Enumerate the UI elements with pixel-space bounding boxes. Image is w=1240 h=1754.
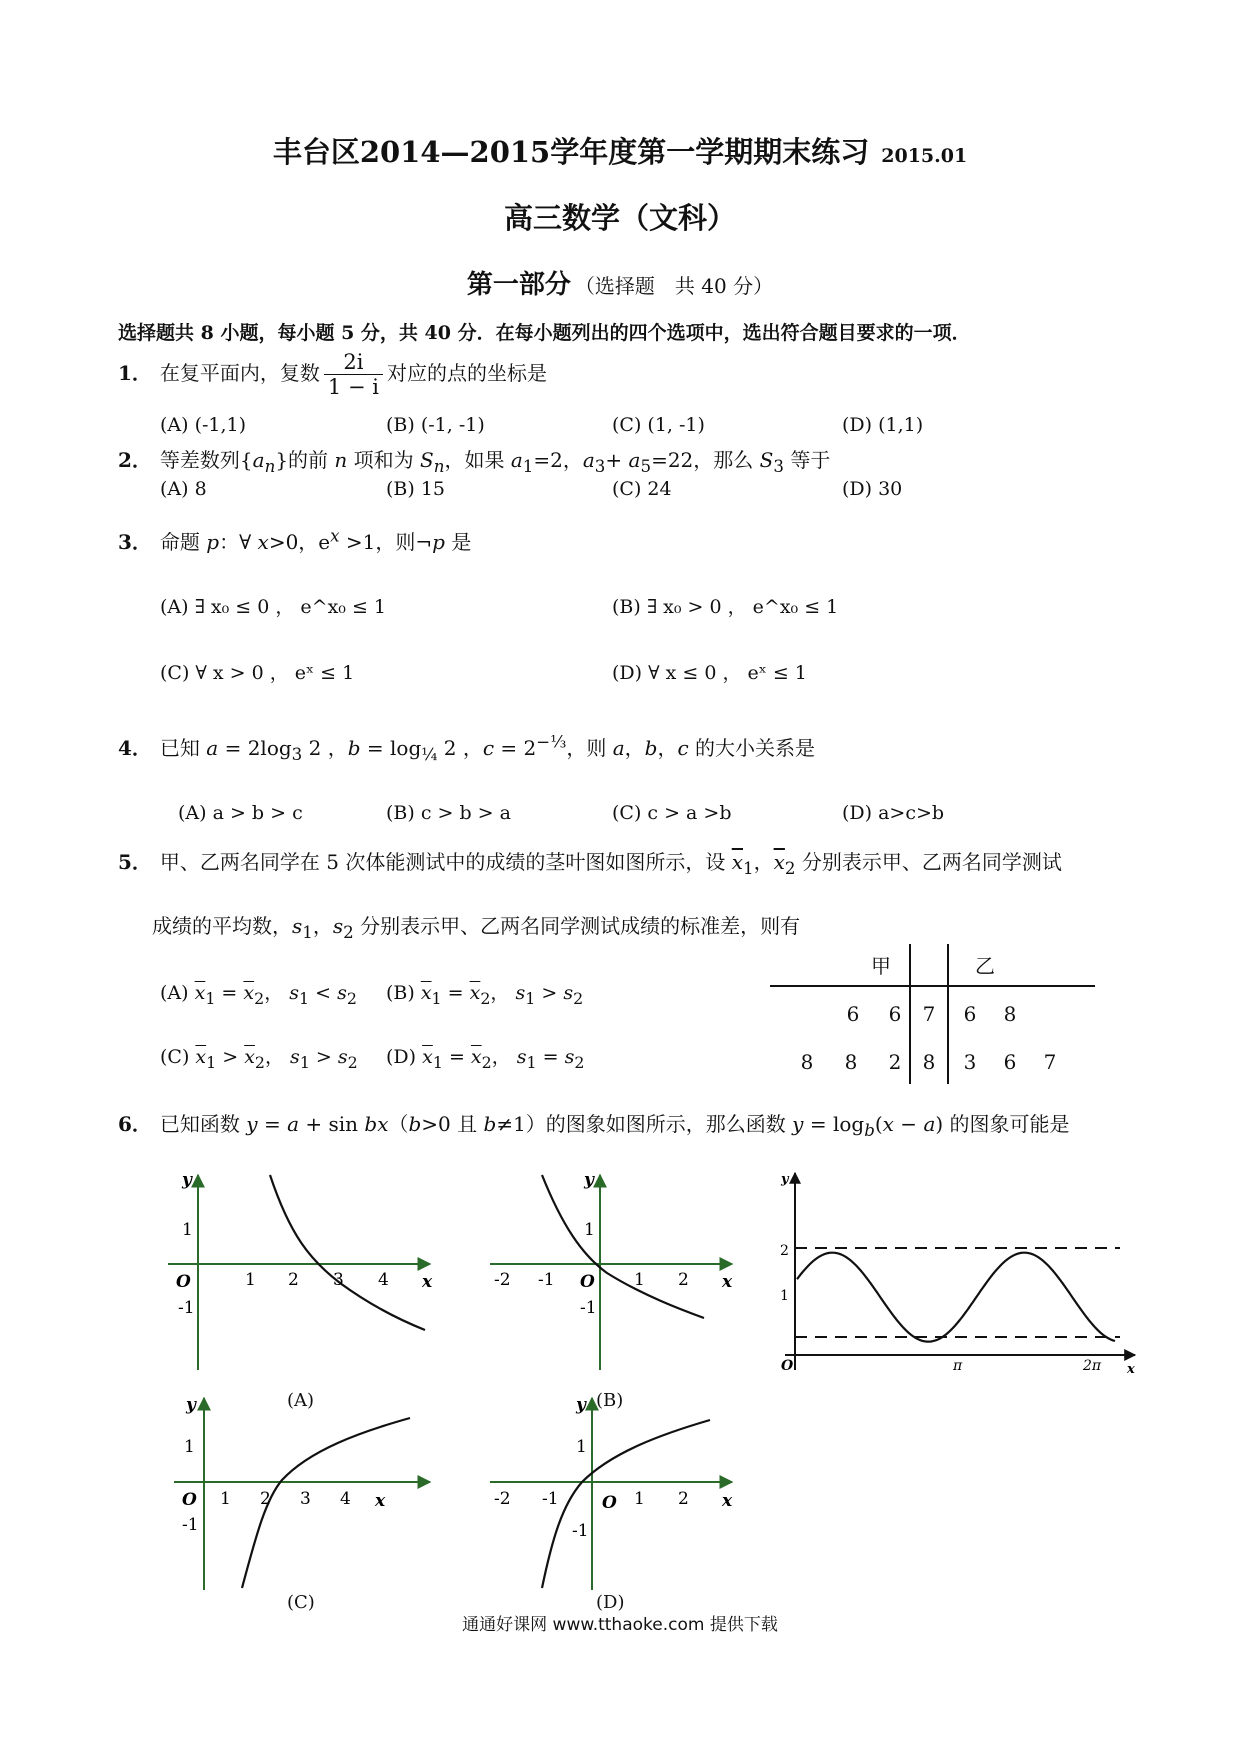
leaf-left: 8 bbox=[800, 1050, 814, 1074]
q5-option-c[interactable]: (C) $\overline{x}_1 > \overline{x}_2$， $s_1 > s_2$ bbox=[160, 1046, 358, 1072]
q1-frac-num: 2i bbox=[324, 350, 383, 375]
question-number: 3． bbox=[118, 530, 152, 554]
instructions: 选择题共 8 小题，每小题 5 分，共 40 分．在每小题列出的四个选项中，选出符合题目要求的一项． bbox=[118, 322, 971, 344]
graph-a bbox=[160, 1165, 450, 1380]
svg-text:O: O bbox=[781, 1358, 794, 1374]
footer-text: 通通好课网 www.tthaoke.com 提供下载 bbox=[462, 1615, 778, 1635]
graph-a-label[interactable]: (A) bbox=[287, 1390, 315, 1411]
graph-d bbox=[482, 1390, 742, 1600]
q1-option-d[interactable]: (D) (1,1) bbox=[842, 414, 924, 436]
leaf-left: 6 bbox=[888, 1002, 902, 1026]
question-4: 4． 已知 $a = 2\log_3$ 2 ，$b = \log_{\frac{1}{4}} 2$ ，$c = 2^{-\frac{1}{3}}$，则 a，b，c 的大小关系是 bbox=[118, 732, 816, 764]
page-title bbox=[0, 130, 1240, 171]
leaf-left: 6 bbox=[846, 1002, 860, 1026]
q2-option-d[interactable]: (D) 30 bbox=[842, 478, 903, 500]
q1-option-b[interactable]: (B) (-1, -1) bbox=[386, 414, 485, 436]
q1-prefix: 在复平面内，复数 bbox=[159, 361, 320, 385]
leaf-right: 3 bbox=[963, 1050, 977, 1074]
svg-text:-1: -1 bbox=[538, 1270, 555, 1290]
sine-curve bbox=[797, 1253, 1115, 1342]
svg-text:1: 1 bbox=[780, 1288, 789, 1304]
svg-text:O: O bbox=[602, 1493, 617, 1513]
svg-text:1: 1 bbox=[576, 1437, 587, 1457]
svg-text:4: 4 bbox=[378, 1270, 389, 1290]
leaf-left: 8 bbox=[844, 1050, 858, 1074]
question-5: 5． 甲、乙两名同学在 5 次体能测试中的成绩的茎叶图如图所示，设 $\overline{x}_1$，$\overline{x}_2$ 分别表示甲、乙两名同学测试 bbox=[118, 850, 1062, 878]
svg-text:y: y bbox=[781, 1172, 789, 1187]
title-text: 丰台区2014—2015学年度第一学期期末练习 bbox=[272, 135, 870, 169]
svg-text:x: x bbox=[422, 1272, 433, 1292]
svg-text:2: 2 bbox=[678, 1270, 689, 1290]
svg-text:-1: -1 bbox=[182, 1515, 199, 1535]
svg-text:2: 2 bbox=[678, 1489, 689, 1509]
leaf-right: 7 bbox=[1043, 1050, 1057, 1074]
q1-suffix: 对应的点的坐标是 bbox=[386, 361, 547, 385]
leaf-right: 6 bbox=[963, 1002, 977, 1026]
leaf-left: 2 bbox=[888, 1050, 902, 1074]
q5-option-b[interactable]: (B) $\overline{x}_1 = \overline{x}_2$， $s_1 > s_2$ bbox=[386, 982, 584, 1008]
sine-graph bbox=[775, 1165, 1155, 1380]
q2-option-b[interactable]: (B) 15 bbox=[386, 478, 446, 500]
q5-option-d[interactable]: (D) $\overline{x}_1 = \overline{x}_2$， $s_1 = s_2$ bbox=[386, 1046, 585, 1072]
q4-option-d[interactable]: (D) a>c>b bbox=[842, 802, 945, 824]
graph-d-label[interactable]: (D) bbox=[596, 1592, 625, 1613]
stem-value: 8 bbox=[922, 1050, 936, 1074]
q4-option-c[interactable]: (C) c > a >b bbox=[612, 802, 732, 824]
question-3: 3． 命题 p：∀ x>0，$e^x >1$，则¬p 是 bbox=[118, 526, 472, 554]
svg-text:x: x bbox=[1127, 1362, 1135, 1377]
stem-header-right: 乙 bbox=[975, 954, 995, 978]
svg-text:y: y bbox=[576, 1395, 586, 1415]
graph-b-label[interactable]: (B) bbox=[596, 1390, 624, 1411]
question-6: 6． 已知函数 y = a + sin bx（b>0 且 b≠1）的图象如图所示，那么函数 $y = \log_b(x - a)$ 的图象可能是 bbox=[118, 1112, 1070, 1140]
q2-option-c[interactable]: (C) 24 bbox=[612, 478, 672, 500]
svg-text:π: π bbox=[953, 1358, 963, 1374]
stem-value: 7 bbox=[922, 1002, 936, 1026]
question-number: 2． bbox=[118, 448, 152, 472]
page-subtitle: 高三数学（文科） bbox=[503, 201, 736, 235]
q5-line2b: 分别表示甲、乙两名同学测试成绩的标准差，则有 bbox=[360, 914, 801, 938]
svg-text:2: 2 bbox=[260, 1489, 271, 1509]
svg-text:1: 1 bbox=[634, 1270, 645, 1290]
section-heading bbox=[0, 264, 1240, 301]
svg-text:-2: -2 bbox=[494, 1270, 511, 1290]
svg-text:-1: -1 bbox=[580, 1298, 597, 1318]
title-date: 2015.01 bbox=[881, 145, 968, 167]
q1-option-c[interactable]: (C) (1, -1) bbox=[612, 414, 705, 436]
section-title: 第一部分 bbox=[466, 270, 571, 300]
q5-line1b: 分别表示甲、乙两名同学测试 bbox=[801, 850, 1062, 874]
svg-text:3: 3 bbox=[300, 1489, 311, 1509]
svg-text:1: 1 bbox=[184, 1437, 195, 1457]
svg-text:2: 2 bbox=[288, 1270, 299, 1290]
leaf-right: 8 bbox=[1003, 1002, 1017, 1026]
q5-line2: 成绩的平均数， bbox=[152, 914, 292, 938]
svg-text:1: 1 bbox=[220, 1489, 231, 1509]
q3-option-d[interactable]: (D) ∀ x ≤ 0 ， eˣ ≤ 1 bbox=[612, 662, 807, 684]
svg-text:x: x bbox=[375, 1491, 386, 1511]
svg-text:1: 1 bbox=[245, 1270, 256, 1290]
svg-text:y: y bbox=[186, 1395, 196, 1415]
q3-option-a[interactable]: (A) ∃ x₀ ≤ 0 ， e^x₀ ≤ 1 bbox=[160, 596, 387, 618]
graph-c-label[interactable]: (C) bbox=[287, 1592, 315, 1613]
svg-text:-1: -1 bbox=[542, 1489, 559, 1509]
svg-text:O: O bbox=[176, 1272, 191, 1292]
svg-text:4: 4 bbox=[340, 1489, 351, 1509]
svg-text:O: O bbox=[182, 1490, 197, 1510]
q5-line2-wrap: 成绩的平均数，$s_1$，$s_2$ 分别表示甲、乙两名同学测试成绩的标准差，则有 bbox=[152, 914, 801, 942]
svg-text:2π: 2π bbox=[1083, 1358, 1102, 1374]
q3-option-b[interactable]: (B) ∃ x₀ > 0 ， e^x₀ ≤ 1 bbox=[612, 596, 839, 618]
svg-text:-1: -1 bbox=[572, 1521, 589, 1541]
question-number: 1． bbox=[118, 361, 152, 385]
question-2: 2． 等差数列$\{a_n\}$的前 n 项和为 $S_n$，如果 $a_1=2$，$a_3+ a_5=22$，那么 $S_3$ 等于 bbox=[118, 448, 831, 476]
svg-text:x: x bbox=[722, 1272, 733, 1292]
q1-option-a[interactable]: (A) (-1,1) bbox=[160, 414, 247, 436]
q5-line1: 甲、乙两名同学在 5 次体能测试中的成绩的茎叶图如图所示，设 bbox=[159, 850, 726, 874]
q3-option-c[interactable]: (C) ∀ x > 0 ， eˣ ≤ 1 bbox=[160, 662, 355, 684]
svg-text:y: y bbox=[182, 1170, 192, 1190]
q1-fraction bbox=[324, 350, 383, 399]
svg-text:-2: -2 bbox=[494, 1489, 511, 1509]
q2-option-a[interactable]: (A) 8 bbox=[160, 478, 207, 500]
q4-option-b[interactable]: (B) c > b > a bbox=[386, 802, 511, 824]
svg-text:O: O bbox=[580, 1272, 595, 1292]
stem-header-left: 甲 bbox=[871, 954, 891, 978]
svg-text:x: x bbox=[722, 1491, 733, 1511]
q4-option-a[interactable]: (A) a > b > c bbox=[178, 802, 303, 824]
stem-leaf-diagram bbox=[770, 944, 1100, 1084]
graph-c bbox=[160, 1390, 450, 1600]
leaf-right: 6 bbox=[1003, 1050, 1017, 1074]
section-note: （选择题 共 40 分） bbox=[574, 274, 774, 298]
svg-text:1: 1 bbox=[182, 1220, 193, 1240]
question-number: 4． bbox=[118, 736, 152, 760]
svg-text:1: 1 bbox=[584, 1220, 595, 1240]
question-number: 6． bbox=[118, 1112, 152, 1136]
question-number: 5． bbox=[118, 850, 152, 874]
svg-text:-1: -1 bbox=[178, 1298, 195, 1318]
graph-b bbox=[482, 1165, 742, 1380]
svg-text:3: 3 bbox=[333, 1270, 344, 1290]
q1-frac-den: 1 − i bbox=[327, 375, 379, 399]
question-1 bbox=[118, 350, 547, 399]
q5-option-a[interactable]: (A) $\overline{x}_1 = \overline{x}_2$， $s_1 < s_2$ bbox=[160, 982, 357, 1008]
svg-text:2: 2 bbox=[780, 1243, 789, 1259]
svg-text:y: y bbox=[584, 1170, 594, 1190]
svg-text:1: 1 bbox=[634, 1489, 645, 1509]
